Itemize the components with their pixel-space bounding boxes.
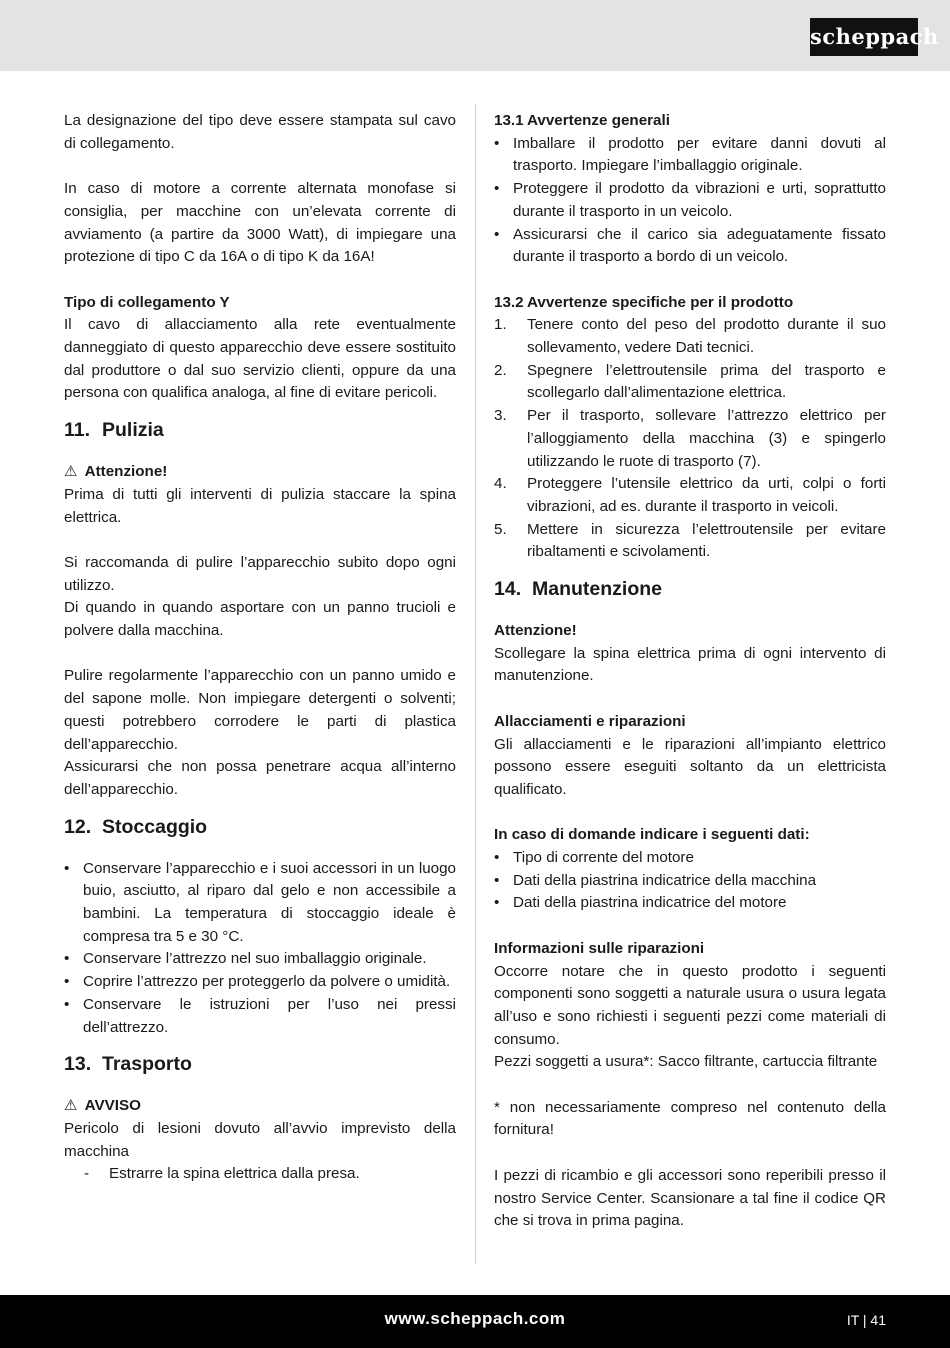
maintenance-warning-heading: Attenzione!	[494, 622, 577, 640]
list-item: 5. Mettere in sicurezza l’elettroutensile per evitare ribaltamenti e scivolamenti.	[494, 520, 886, 561]
list-item: • Dati della piastrina indicatrice della macchina	[494, 870, 886, 893]
section-13-2-heading: 13.2 Avvertenze specifiche per il prodotto	[494, 293, 794, 311]
section-12-heading: 12. Stoccaggio	[64, 815, 208, 838]
general-warnings-list	[494, 133, 886, 269]
wear-parts-text: Pezzi soggetti a usura*: Sacco filtrante, cartuccia filtrante	[494, 1053, 878, 1071]
warning-triangle-icon: ⚠	[64, 1097, 78, 1115]
list-item: 3. Per il trasporto, sollevare l’attrezzo elettrico per l’alloggiamento della macchina (3) e spingerlo utilizzando le ruote di trasporto (7).	[494, 407, 886, 470]
connection-y-text: Il cavo di allacciamento alla rete eventualmente danneggiato di questo apparecchio deve essere sostituito dal produttore o dal suo servizio clienti, oppure da una persona con qualifica analoga, al fine di evitare pericoli.	[64, 316, 456, 402]
list-item: 4. Proteggere l’utensile elettrico da urti, colpi o forti vibrazioni, ad es. durante il trasporto in veicoli.	[494, 475, 886, 515]
connection-y-heading: Tipo di collegamento Y	[64, 293, 230, 311]
list-item: • Coprire l’attrezzo per proteggerlo da polvere o umidità.	[64, 971, 456, 994]
connections-heading: Allacciamenti e riparazioni	[494, 712, 686, 730]
motor-protection-text: In caso di motore a corrente alternata monofase si consiglia, per macchine con un’elevata corrente di avviamento (a partire da 3000 Watt), di impiegare una protezione di tipo C da 16A o di tipo K da 16A!	[64, 180, 456, 266]
page-header-band	[0, 0, 950, 71]
connections-text: Gli allacciamenti e le riparazioni all’impianto elettrico possono essere eseguiti soltanto da un elettricista qualificato.	[494, 735, 886, 798]
section-14-heading: 14. Manutenzione	[494, 578, 662, 601]
footnote-text: * non necessariamente compreso nel contenuto della fornitura!	[494, 1098, 886, 1139]
transport-warning-text: Pericolo di lesioni dovuto all’avvio imprevisto della macchina	[64, 1119, 456, 1160]
section-13-heading: 13. Trasporto	[64, 1053, 192, 1076]
list-item: • Tipo di corrente del motore	[494, 847, 886, 870]
page-number: IT | 41	[846, 1312, 886, 1328]
questions-heading: In caso di domande indicare i seguenti dati:	[494, 826, 810, 844]
list-item: • Conservare l’attrezzo nel suo imballaggio originale.	[64, 948, 456, 971]
list-item: • Dati della piastrina indicatrice del motore	[494, 892, 886, 915]
website-url: www.scheppach.com	[384, 1309, 566, 1328]
list-item: • Proteggere il prodotto da vibrazioni e urti, soprattutto durante il trasporto in un veicolo.	[494, 178, 886, 223]
list-item: 2. Spegnere l’elettroutensile prima del trasporto e scollegarlo dall’alimentazione elettrica.	[494, 361, 886, 402]
product-warnings-list	[494, 314, 886, 564]
list-item: • Imballare il prodotto per evitare danni dovuti al trasporto. Impiegare l’imballaggio originale.	[494, 133, 886, 178]
section-13-1-heading: 13.1 Avvertenze generali	[494, 112, 670, 129]
page-footer	[0, 1295, 950, 1348]
transport-dash-item: - Estrarre la spina elettrica dalla presa.	[84, 1165, 360, 1183]
transport-warning-heading: ⚠ AVVISO	[64, 1095, 456, 1118]
cleaning-text-2: Di quando in quando asportare con un panno trucioli e polvere dalla macchina.	[64, 599, 456, 640]
column-divider	[475, 104, 476, 1264]
scheppach-logo: scheppach	[810, 18, 918, 56]
cleaning-text-4: Assicurarsi che non possa penetrare acqua all’interno dell’apparecchio.	[64, 758, 456, 798]
type-designation-text: La designazione del tipo deve essere stampata sul cavo di collegamento.	[64, 112, 456, 152]
repairs-text: Occorre notare che in questo prodotto i seguenti componenti sono soggetti a naturale usura o usura legata all’uso e sono richiesti i seguenti pezzi come materiali di consumo.	[494, 962, 886, 1048]
list-item: • Conservare l’apparecchio e i suoi accessori in un luogo buio, asciutto, al riparo dal gelo e non accessibile a bambini. La temperatura di stoccaggio ideale è compresa tra 5 e 30 °C.	[64, 858, 456, 949]
questions-list	[494, 847, 886, 915]
cleaning-text-3: Pulire regolarmente l’apparecchio con un panno umido e del sapone molle. Non impiegare detergenti o solventi; questi potrebbero corrodere le parti di plastica dell’apparecchio.	[64, 667, 456, 753]
list-item: • Assicurarsi che il carico sia adeguatamente fissato durante il trasporto a bordo di un veicolo.	[494, 224, 886, 269]
warning-triangle-icon: ⚠	[64, 463, 78, 481]
cleaning-warning-text: Prima di tutti gli interventi di pulizia staccare la spina elettrica.	[64, 485, 456, 526]
storage-list	[64, 858, 456, 1040]
list-item: • Conservare le istruzioni per l’uso nei pressi dell’attrezzo.	[64, 994, 456, 1039]
repairs-heading: Informazioni sulle riparazioni	[494, 939, 705, 957]
cleaning-text-1: Si raccomanda di pulire l’apparecchio subito dopo ogni utilizzo.	[64, 553, 456, 594]
cleaning-warning-heading: ⚠ Attenzione!	[64, 461, 456, 484]
maintenance-warning-text: Scollegare la spina elettrica prima di ogni intervento di manutenzione.	[494, 644, 886, 685]
left-column	[64, 110, 456, 1186]
list-item: 1. Tenere conto del peso del prodotto durante il suo sollevamento, vedere Dati tecnici.	[494, 316, 886, 357]
service-center-text: I pezzi di ricambio e gli accessori sono reperibili presso il nostro Service Center. Scansionare a tal fine il codice QR che si trova in prima pagina.	[494, 1166, 886, 1230]
section-11-heading: 11. Pulizia	[64, 419, 164, 442]
right-column	[494, 110, 886, 1233]
